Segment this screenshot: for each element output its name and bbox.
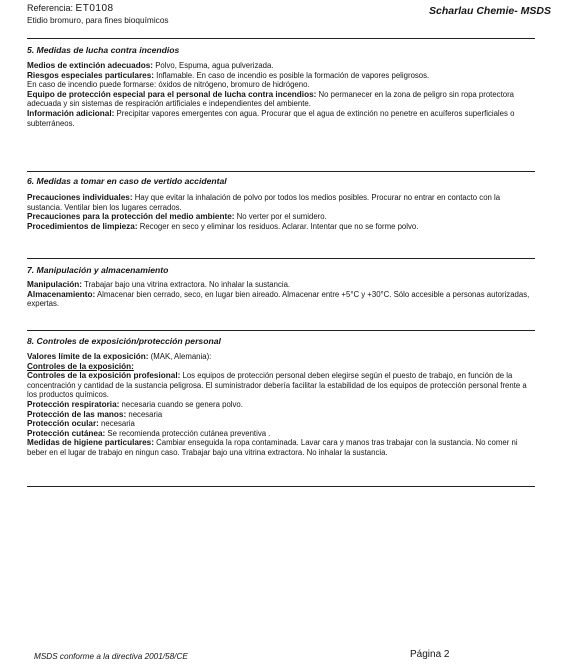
divider xyxy=(27,330,535,331)
skin-protection: Protección cutánea: Se recomienda protección cutánea preventiva . xyxy=(27,428,271,438)
exposure-controls: Controles de la exposición: xyxy=(27,361,134,371)
divider xyxy=(27,258,535,259)
hygiene-measures: Medidas de higiene particulares: Cambiar enseguida la ropa contaminada. Lavar cara y manos tras trabajar con la sustancia. No comer ni beber en el lugar de trabajo en ningun caso. Trabajar bajo una vitrina extractora. No inhalar la sustancia. xyxy=(27,438,518,457)
storage: Almacenamiento: Almacenar bien cerrado, seco, en lugar bien aireado. Almacenar entre +5°C y +30°C. Sólo accesible a personas autorizadas, expertas. xyxy=(27,289,530,309)
section-5-title: 5. Medidas de lucha contra incendios xyxy=(27,45,180,55)
page-number: Página 2 xyxy=(410,649,450,660)
brand-title: Scharlau Chemie- MSDS xyxy=(429,5,551,17)
divider xyxy=(27,171,535,172)
divider xyxy=(27,486,535,487)
handling: Manipulación: Trabajar bajo una vitrina extractora. No inhalar la sustancia. xyxy=(27,280,291,289)
fire-products: En caso de incendio puede formarse: óxidos de nitrógeno, bromuro de hidrógeno. xyxy=(27,80,310,90)
cleanup-procedures: Procedimientos de limpieza: Recoger en seco y eliminar los residuos. Aclarar. Intentar que no se forme polvo. xyxy=(27,221,419,231)
individual-precautions: Precauciones individuales: Hay que evitar la inhalación de polvo por todos los medios posibles. Procurar no entrar en contacto con la sustancia. Ventilar bien los lugares cerrados. xyxy=(27,193,501,212)
environmental-precautions: Precauciones para la protección del medio ambiente: No verter por el sumidero. xyxy=(27,212,327,222)
respiratory-protection: Protección respiratoria: necesaria cuando se genera polvo. xyxy=(27,399,243,409)
occupational-controls: Controles de la exposición profesional: Los equipos de protección personal deben elegirse según el puesto de trabajo, en función de la concentración y cantidad de la sustancia peligrosa. El suministrador debería facilitar la estabilidad de los equipos de protección personal frente a los productos químicos. xyxy=(27,371,527,400)
section-8-title: 8. Controles de exposición/protección personal xyxy=(27,336,221,346)
directive-note: MSDS conforme a la directiva 2001/58/CE xyxy=(34,652,188,661)
section-6-body xyxy=(27,193,535,231)
section-6-title: 6. Medidas a tomar en caso de vertido accidental xyxy=(27,176,227,186)
section-7-body xyxy=(27,280,535,309)
hand-protection: Protección de las manos: necesaria xyxy=(27,409,163,419)
reference-label: Referencia: xyxy=(27,3,74,13)
additional-info: Información adicional: Precipitar vapores emergentes con agua. Procurar que el agua de extinción no penetre en acuíferos superficiales o subterráneos. xyxy=(27,108,515,128)
divider xyxy=(27,38,535,39)
section-8-body xyxy=(27,352,535,458)
extinction-media: Medios de extinción adecuados: Polvo, Espuma, agua pulverizada. xyxy=(27,61,274,70)
product-name: Etidio bromuro, para fines bioquímicos xyxy=(27,15,169,25)
special-risks: Riesgos especiales particulares: Inflamable. En caso de incendio es posible la formación de vapores peligrosos. xyxy=(27,70,430,80)
reference-code: ET0108 xyxy=(75,3,114,14)
document-header xyxy=(27,3,551,33)
firefighter-equipment: Equipo de protección especial para el personal de lucha contra incendios: No permanecer en la zona de peligro sin ropa protectora adecuada y sin sistemas de respiración artificiales e independientes del ambiente. xyxy=(27,89,515,109)
reference xyxy=(27,3,114,14)
section-5-body xyxy=(27,61,535,128)
eye-protection: Protección ocular: necesaria xyxy=(27,419,135,429)
section-7-title: 7. Manipulación y almacenamiento xyxy=(27,265,169,275)
exposure-limits: Valores límite de la exposición: (MAK, Alemania): xyxy=(27,352,212,361)
